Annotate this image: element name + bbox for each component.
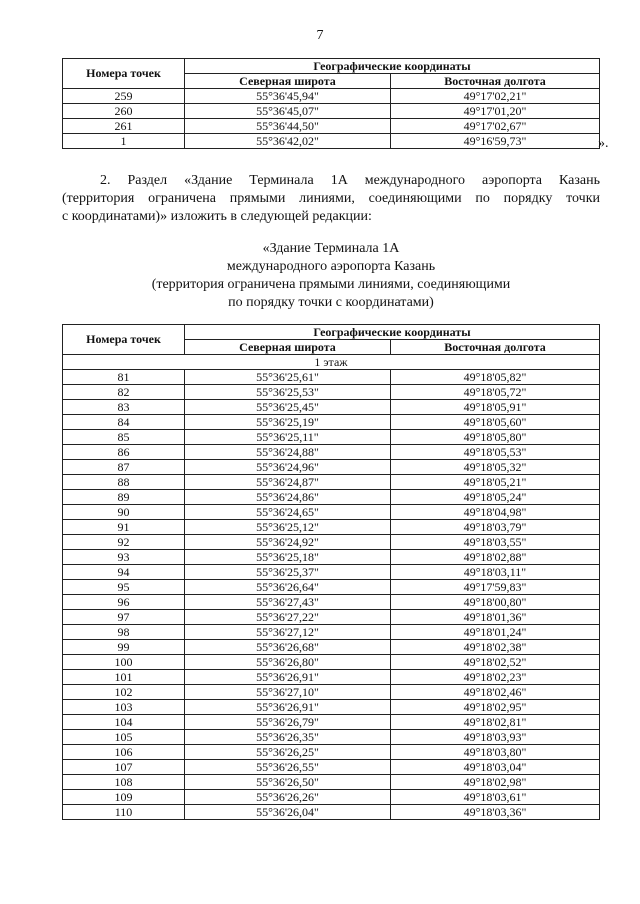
longitude-cell: 49°18'03,55" bbox=[391, 535, 600, 550]
point-number-cell: 102 bbox=[63, 685, 185, 700]
longitude-cell: 49°18'03,36" bbox=[391, 805, 600, 820]
latitude-cell: 55°36'26,55" bbox=[185, 760, 391, 775]
table-row bbox=[63, 760, 600, 775]
table-row bbox=[63, 89, 600, 104]
latitude-cell: 55°36'24,86" bbox=[185, 490, 391, 505]
table-row bbox=[63, 655, 600, 670]
paragraph-line: с координатами)» изложить в следующей редакции: bbox=[62, 209, 372, 224]
table-row bbox=[63, 490, 600, 505]
longitude-cell: 49°18'05,60" bbox=[391, 415, 600, 430]
longitude-cell: 49°18'05,21" bbox=[391, 475, 600, 490]
point-number-cell: 1 bbox=[63, 134, 185, 149]
header-coordinates: Географические координаты bbox=[185, 325, 600, 340]
longitude-cell: 49°18'01,24" bbox=[391, 625, 600, 640]
longitude-cell: 49°18'05,53" bbox=[391, 445, 600, 460]
latitude-cell: 55°36'45,07" bbox=[185, 104, 391, 119]
table-row bbox=[63, 775, 600, 790]
longitude-cell: 49°18'00,80" bbox=[391, 595, 600, 610]
header-longitude: Восточная долгота bbox=[391, 340, 600, 355]
longitude-cell: 49°18'02,81" bbox=[391, 715, 600, 730]
longitude-cell: 49°18'03,80" bbox=[391, 745, 600, 760]
header-latitude: Северная широта bbox=[185, 74, 391, 89]
point-number-cell: 261 bbox=[63, 119, 185, 134]
table-row bbox=[63, 505, 600, 520]
table-body bbox=[63, 355, 600, 820]
point-number-cell: 91 bbox=[63, 520, 185, 535]
latitude-cell: 55°36'26,64" bbox=[185, 580, 391, 595]
longitude-cell: 49°18'03,11" bbox=[391, 565, 600, 580]
latitude-cell: 55°36'25,12" bbox=[185, 520, 391, 535]
longitude-cell: 49°18'05,32" bbox=[391, 460, 600, 475]
table-row bbox=[63, 685, 600, 700]
point-number-cell: 259 bbox=[63, 89, 185, 104]
latitude-cell: 55°36'24,87" bbox=[185, 475, 391, 490]
point-number-cell: 90 bbox=[63, 505, 185, 520]
longitude-cell: 49°17'02,67" bbox=[391, 119, 600, 134]
table-body bbox=[63, 89, 600, 149]
point-number-cell: 110 bbox=[63, 805, 185, 820]
longitude-cell: 49°17'01,20" bbox=[391, 104, 600, 119]
longitude-cell: 49°18'03,79" bbox=[391, 520, 600, 535]
point-number-cell: 84 bbox=[63, 415, 185, 430]
latitude-cell: 55°36'24,96" bbox=[185, 460, 391, 475]
longitude-cell: 49°18'05,91" bbox=[391, 400, 600, 415]
table-row bbox=[63, 445, 600, 460]
table-row bbox=[63, 134, 600, 149]
longitude-cell: 49°18'02,38" bbox=[391, 640, 600, 655]
longitude-cell: 49°18'02,52" bbox=[391, 655, 600, 670]
table-row bbox=[63, 610, 600, 625]
table-row bbox=[63, 715, 600, 730]
latitude-cell: 55°36'27,22" bbox=[185, 610, 391, 625]
table-row bbox=[63, 580, 600, 595]
amendment-paragraph bbox=[62, 172, 600, 226]
header-longitude: Восточная долгота bbox=[391, 74, 600, 89]
point-number-cell: 108 bbox=[63, 775, 185, 790]
point-number-cell: 107 bbox=[63, 760, 185, 775]
point-number-cell: 100 bbox=[63, 655, 185, 670]
latitude-cell: 55°36'45,94" bbox=[185, 89, 391, 104]
latitude-cell: 55°36'25,18" bbox=[185, 550, 391, 565]
point-number-cell: 104 bbox=[63, 715, 185, 730]
latitude-cell: 55°36'25,11" bbox=[185, 430, 391, 445]
longitude-cell: 49°17'59,83" bbox=[391, 580, 600, 595]
heading-line: (территория ограничена прямыми линиями, соединяющими bbox=[151, 277, 511, 292]
longitude-cell: 49°18'03,93" bbox=[391, 730, 600, 745]
point-number-cell: 97 bbox=[63, 610, 185, 625]
table-row bbox=[63, 565, 600, 580]
header-points: Номера точек bbox=[63, 325, 185, 355]
longitude-cell: 49°18'02,88" bbox=[391, 550, 600, 565]
point-number-cell: 99 bbox=[63, 640, 185, 655]
latitude-cell: 55°36'26,91" bbox=[185, 670, 391, 685]
latitude-cell: 55°36'26,79" bbox=[185, 715, 391, 730]
latitude-cell: 55°36'25,53" bbox=[185, 385, 391, 400]
longitude-cell: 49°18'03,61" bbox=[391, 790, 600, 805]
point-number-cell: 106 bbox=[63, 745, 185, 760]
table-row bbox=[63, 700, 600, 715]
longitude-cell: 49°18'03,04" bbox=[391, 760, 600, 775]
heading-line: «Здание Терминала 1А bbox=[262, 241, 400, 256]
latitude-cell: 55°36'26,04" bbox=[185, 805, 391, 820]
latitude-cell: 55°36'24,92" bbox=[185, 535, 391, 550]
heading-line: по порядку точки с координатами) bbox=[228, 295, 434, 310]
latitude-cell: 55°36'26,91" bbox=[185, 700, 391, 715]
header-coordinates: Географические координаты bbox=[185, 59, 600, 74]
latitude-cell: 55°36'27,12" bbox=[185, 625, 391, 640]
table-row bbox=[63, 430, 600, 445]
coordinates-table-terminal-1a bbox=[62, 324, 600, 820]
table-row bbox=[63, 385, 600, 400]
point-number-cell: 83 bbox=[63, 400, 185, 415]
point-number-cell: 109 bbox=[63, 790, 185, 805]
heading-line: международного аэропорта Казань bbox=[226, 259, 436, 274]
table-row bbox=[63, 550, 600, 565]
latitude-cell: 55°36'26,35" bbox=[185, 730, 391, 745]
point-number-cell: 85 bbox=[63, 430, 185, 445]
latitude-cell: 55°36'26,68" bbox=[185, 640, 391, 655]
header-points: Номера точек bbox=[63, 59, 185, 89]
table-row bbox=[63, 790, 600, 805]
table-row bbox=[63, 520, 600, 535]
latitude-cell: 55°36'42,02" bbox=[185, 134, 391, 149]
point-number-cell: 96 bbox=[63, 595, 185, 610]
point-number-cell: 95 bbox=[63, 580, 185, 595]
table-row bbox=[63, 805, 600, 820]
floor-label: 1 этаж bbox=[63, 355, 600, 370]
table-row bbox=[63, 104, 600, 119]
table-row bbox=[63, 415, 600, 430]
latitude-cell: 55°36'24,65" bbox=[185, 505, 391, 520]
longitude-cell: 49°18'02,95" bbox=[391, 700, 600, 715]
closing-quote: ». bbox=[598, 136, 609, 151]
latitude-cell: 55°36'25,19" bbox=[185, 415, 391, 430]
table-row bbox=[63, 535, 600, 550]
table-row bbox=[63, 670, 600, 685]
point-number-cell: 260 bbox=[63, 104, 185, 119]
point-number-cell: 87 bbox=[63, 460, 185, 475]
longitude-cell: 49°18'04,98" bbox=[391, 505, 600, 520]
latitude-cell: 55°36'25,37" bbox=[185, 565, 391, 580]
point-number-cell: 93 bbox=[63, 550, 185, 565]
latitude-cell: 55°36'26,50" bbox=[185, 775, 391, 790]
longitude-cell: 49°18'05,24" bbox=[391, 490, 600, 505]
table-row bbox=[63, 119, 600, 134]
table-row bbox=[63, 400, 600, 415]
table-row bbox=[63, 625, 600, 640]
latitude-cell: 55°36'27,10" bbox=[185, 685, 391, 700]
point-number-cell: 86 bbox=[63, 445, 185, 460]
paragraph-line: (территория ограничена прямыми линиями, соединяющими по порядку точки bbox=[62, 191, 600, 206]
point-number-cell: 101 bbox=[63, 670, 185, 685]
section-heading bbox=[62, 240, 600, 312]
latitude-cell: 55°36'44,50" bbox=[185, 119, 391, 134]
point-number-cell: 98 bbox=[63, 625, 185, 640]
point-number-cell: 103 bbox=[63, 700, 185, 715]
latitude-cell: 55°36'27,43" bbox=[185, 595, 391, 610]
point-number-cell: 105 bbox=[63, 730, 185, 745]
latitude-cell: 55°36'26,26" bbox=[185, 790, 391, 805]
table-row bbox=[63, 370, 600, 385]
paragraph-line: 2. Раздел «Здание Терминала 1А международного аэропорта Казань bbox=[100, 173, 600, 188]
point-number-cell: 89 bbox=[63, 490, 185, 505]
table-row bbox=[63, 730, 600, 745]
table-row bbox=[63, 460, 600, 475]
point-number-cell: 88 bbox=[63, 475, 185, 490]
longitude-cell: 49°18'01,36" bbox=[391, 610, 600, 625]
longitude-cell: 49°18'02,98" bbox=[391, 775, 600, 790]
table-row bbox=[63, 640, 600, 655]
table-row bbox=[63, 745, 600, 760]
point-number-cell: 81 bbox=[63, 370, 185, 385]
longitude-cell: 49°18'05,72" bbox=[391, 385, 600, 400]
longitude-cell: 49°18'02,23" bbox=[391, 670, 600, 685]
point-number-cell: 82 bbox=[63, 385, 185, 400]
table-row bbox=[63, 595, 600, 610]
longitude-cell: 49°16'59,73" bbox=[391, 134, 600, 149]
point-number-cell: 92 bbox=[63, 535, 185, 550]
latitude-cell: 55°36'26,25" bbox=[185, 745, 391, 760]
header-latitude: Северная широта bbox=[185, 340, 391, 355]
longitude-cell: 49°18'02,46" bbox=[391, 685, 600, 700]
table-row bbox=[63, 475, 600, 490]
latitude-cell: 55°36'25,61" bbox=[185, 370, 391, 385]
latitude-cell: 55°36'26,80" bbox=[185, 655, 391, 670]
coordinates-table-continued bbox=[62, 58, 600, 149]
longitude-cell: 49°17'02,21" bbox=[391, 89, 600, 104]
latitude-cell: 55°36'24,88" bbox=[185, 445, 391, 460]
longitude-cell: 49°18'05,82" bbox=[391, 370, 600, 385]
page-number: 7 bbox=[316, 28, 324, 43]
point-number-cell: 94 bbox=[63, 565, 185, 580]
latitude-cell: 55°36'25,45" bbox=[185, 400, 391, 415]
longitude-cell: 49°18'05,80" bbox=[391, 430, 600, 445]
